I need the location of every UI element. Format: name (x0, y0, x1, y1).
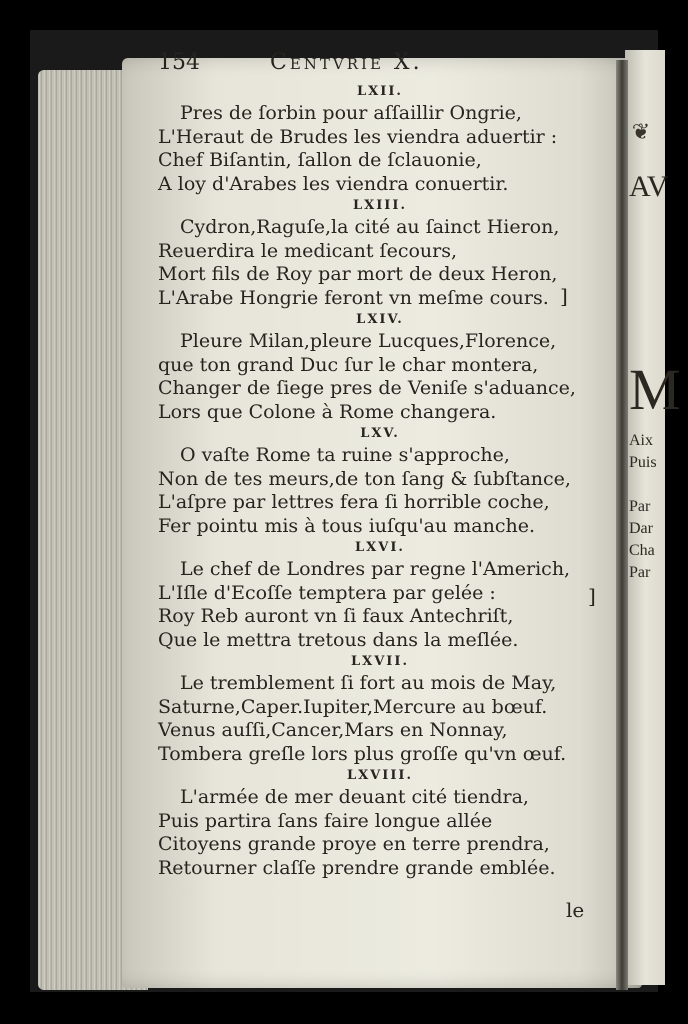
verse-line: Roy Reb auront vn ſi faux Antechriſt, (158, 605, 514, 627)
verse-line: L'Heraut de Brudes les viendra aduertir : (158, 125, 558, 148)
verse-line: Changer de ſiege pres de Veniſe s'aduance, (158, 377, 576, 399)
quatrain-number: LXVII. (350, 654, 409, 669)
verse-line: L'Arabe Hongrie feront vn meſme cours. (158, 286, 549, 309)
catchword: le (566, 898, 585, 922)
verse-line: Pres de ſorbin pour aſſaillir Ongrie, (180, 102, 522, 124)
quatrain-number: LXVI. (355, 540, 405, 555)
facing-line: Puis (629, 454, 657, 471)
verse-line: Cydron,Raguſe,la cité au ſainct Hieron, (180, 216, 560, 238)
facing-line: Par (629, 498, 651, 515)
quatrain (140, 196, 580, 310)
quatrain-number: LXV. (360, 426, 400, 441)
verse-line: Venus auſſi,Cancer,Mars en Nonnay, (158, 719, 508, 741)
verse-line: Que le mettra tretous dans la meſlée. (158, 628, 519, 651)
verse-line: Pleure Milan,pleure Lucques,Florence, (180, 330, 557, 352)
running-title: Centvrie X. (270, 50, 423, 75)
quatrain-number: LXIV. (356, 312, 404, 327)
verse-line: que ton grand Duc ſur le char montera, (158, 353, 539, 376)
facing-line: Dar (629, 520, 653, 537)
quatrain-number: LXIII. (353, 198, 407, 213)
verse-line: Le chef de Londres par regne l'Americh, (180, 558, 571, 580)
quatrain (140, 424, 580, 538)
verse-line: Tombera greſle lors plus groſſe qu'vn œuf. (158, 742, 567, 765)
verse-line: Reuerdira le medicant ſecours, (158, 239, 458, 262)
margin-bracket: ] (588, 584, 596, 608)
verse-line: L'aſpre par lettres fera ſi horrible coche, (158, 491, 550, 513)
quatrain (140, 766, 580, 880)
quatrain (140, 82, 580, 196)
verse-line: Mort fils de Roy par mort de deux Heron, (158, 263, 558, 285)
quatrain (140, 310, 580, 424)
verse-line: L'armée de mer deuant cité tiendra, (180, 786, 529, 808)
facing-line: Par (629, 564, 651, 581)
quatrain (140, 538, 580, 652)
page-text (140, 48, 580, 880)
verse-line: Retourner claſſe prendre grande emblée. (158, 856, 556, 879)
page-number: 154 (158, 50, 200, 75)
margin-bracket: ] (560, 284, 568, 308)
verse-line: Citoyens grande proye en terre prendra, (158, 833, 550, 855)
page-header (140, 48, 580, 82)
verse-line: Fer pointu mis à tous iuſqu'au manche. (158, 514, 536, 537)
facing-title-fragment: AV (629, 170, 669, 203)
verse-line: Lors que Colone à Rome changera. (158, 400, 497, 423)
verse-line: L'Iſle d'Ecoſſe temptera par gelée : (158, 581, 496, 604)
quatrain (140, 652, 580, 766)
quatrain-number: LXVIII. (346, 768, 414, 783)
fleuron-ornament-icon: ❦ (631, 120, 651, 145)
verse-line: Puis partira ſans faire longue allée (158, 809, 493, 832)
verse-line: Chef Biſantin, ſallon de ſclauonie, (158, 149, 482, 171)
book-gutter (616, 60, 628, 990)
verse-line: Le tremblement ſi fort au mois de May, (180, 672, 557, 694)
quatrain-list (140, 82, 580, 880)
verse-line: O vaſte Rome ta ruine s'approche, (180, 444, 510, 466)
verse-line: Saturne,Caper.Iupiter,Mercure au bœuf. (158, 695, 548, 718)
facing-initial: M (629, 357, 681, 422)
verse-line: Non de tes meurs,de ton ſang & ſubſtance, (158, 467, 571, 490)
facing-line: Aix (629, 432, 653, 449)
verse-line: A loy d'Arabes les viendra conuertir. (158, 172, 509, 195)
facing-line: Cha (629, 542, 655, 559)
quatrain-number: LXII. (357, 84, 403, 99)
